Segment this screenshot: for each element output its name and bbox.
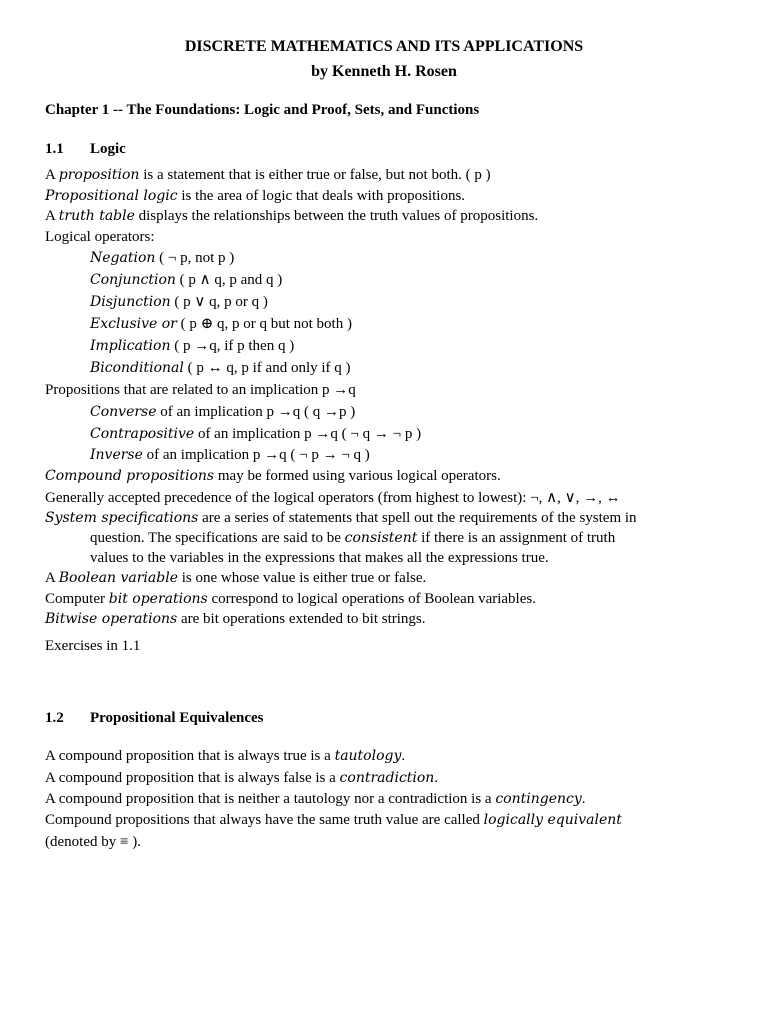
term: Disjunction (90, 294, 171, 310)
operator-exclusive-or (90, 314, 352, 334)
compound-propositions-line (45, 466, 501, 486)
text: displays the relationships between the truth values of propositions. (134, 208, 539, 224)
term: logically equivalent (483, 812, 622, 828)
text: Compound propositions that always have the same truth value are called (45, 812, 484, 828)
contingency-line (45, 789, 586, 809)
document-title: DISCRETE MATHEMATICS AND ITS APPLICATIONS (184, 38, 584, 55)
term: consistent (344, 530, 418, 546)
text: ( p ∨ q, p or q ) (170, 294, 268, 310)
text: correspond to logical operations of Boolean variables. (207, 591, 536, 607)
definition-propositional-logic (45, 186, 465, 206)
system-specifications-line (45, 508, 637, 528)
text: question. The specifications are said to be (90, 530, 345, 546)
contradiction-line (45, 768, 438, 788)
text: . (401, 748, 406, 764)
text: ( ¬ p, not p ) (155, 250, 235, 266)
section-heading-1-1 (45, 139, 126, 159)
term: Bitwise operations (45, 611, 178, 627)
operator-negation (90, 248, 234, 268)
exercises-label: Exercises in 1.1 (45, 638, 141, 654)
text: is a statement that is either true or false, but not both. ( p ) (139, 167, 491, 183)
text: of an implication p →q ( q →p ) (156, 404, 356, 420)
term: Contrapositive (90, 426, 195, 442)
term: Biconditional (90, 360, 184, 376)
section-heading-1-2 (45, 708, 264, 728)
section-title: Logic (90, 141, 126, 157)
term: Inverse (90, 447, 143, 463)
bit-operations-line (45, 589, 536, 609)
denoted-by-line: (denoted by ≡ ). (45, 834, 141, 850)
term: Compound propositions (45, 468, 215, 484)
text: if there is an assignment of truth (417, 530, 616, 546)
tautology-line (45, 746, 405, 766)
text: is one whose value is either true or false. (177, 570, 427, 586)
chapter-heading: Chapter 1 -- The Foundations: Logic and Proof, Sets, and Functions (45, 102, 480, 118)
consistent-line (90, 528, 615, 548)
contrapositive-line (90, 424, 421, 444)
operator-implication (90, 336, 294, 356)
operator-conjunction (90, 270, 282, 290)
text: ( p ⊕ q, p or q but not both ) (176, 316, 352, 332)
bitwise-operations-line (45, 609, 426, 629)
text: is the area of logic that deals with propositions. (177, 188, 466, 204)
boolean-variable-line (45, 568, 426, 588)
text: are bit operations extended to bit strings. (177, 611, 426, 627)
text: may be formed using various logical operators. (214, 468, 501, 484)
text: of an implication p →q ( ¬ p → ¬ q ) (142, 447, 370, 463)
text: A compound proposition that is always true is a (45, 748, 335, 764)
text: ( p ↔ q, p if and only if q ) (183, 360, 351, 376)
term: Propositional logic (45, 188, 178, 204)
definition-truth-table (45, 206, 538, 226)
text: of an implication p →q ( ¬ q → ¬ p ) (194, 426, 422, 442)
text: A (45, 208, 59, 224)
term: System specifications (45, 510, 199, 526)
document-author: by Kenneth H. Rosen (311, 63, 457, 80)
converse-line (90, 402, 355, 422)
related-propositions-label: Propositions that are related to an implication p →q (45, 382, 356, 398)
term: tautology (334, 748, 402, 764)
section-number: 1.2 (45, 710, 64, 726)
text: A (45, 167, 59, 183)
text: A compound proposition that is neither a tautology nor a contradiction is a (45, 791, 496, 807)
values-line: values to the variables in the expressions that makes all the expressions true. (90, 550, 549, 566)
term: contradiction (339, 770, 435, 786)
term: Converse (90, 404, 157, 420)
text: A compound proposition that is always false is a (45, 770, 340, 786)
term: Negation (90, 250, 156, 266)
term: proposition (58, 167, 140, 183)
text: ( p →q, if p then q ) (170, 338, 295, 354)
inverse-line (90, 445, 370, 465)
text: ( p ∧ q, p and q ) (175, 272, 283, 288)
term: Boolean variable (58, 570, 178, 586)
text: are a series of statements that spell out the requirements of the system in (198, 510, 637, 526)
text: Computer (45, 591, 109, 607)
definition-proposition (45, 165, 491, 185)
term: Exclusive or (90, 316, 177, 332)
text: A (45, 570, 59, 586)
logically-equivalent-line (45, 810, 622, 830)
section-title: Propositional Equivalences (90, 710, 264, 726)
text: . (581, 791, 586, 807)
operator-biconditional (90, 358, 351, 378)
logical-operators-label: Logical operators: (45, 229, 155, 245)
section-number: 1.1 (45, 141, 64, 157)
operator-disjunction (90, 292, 268, 312)
term: truth table (58, 208, 135, 224)
precedence-line: Generally accepted precedence of the logical operators (from highest to lowest): ¬, ∧, ∨, →, ↔ (45, 490, 621, 506)
text: . (434, 770, 439, 786)
term: Implication (90, 338, 171, 354)
term: Conjunction (90, 272, 176, 288)
term: contingency (495, 791, 582, 807)
term: bit operations (108, 591, 208, 607)
